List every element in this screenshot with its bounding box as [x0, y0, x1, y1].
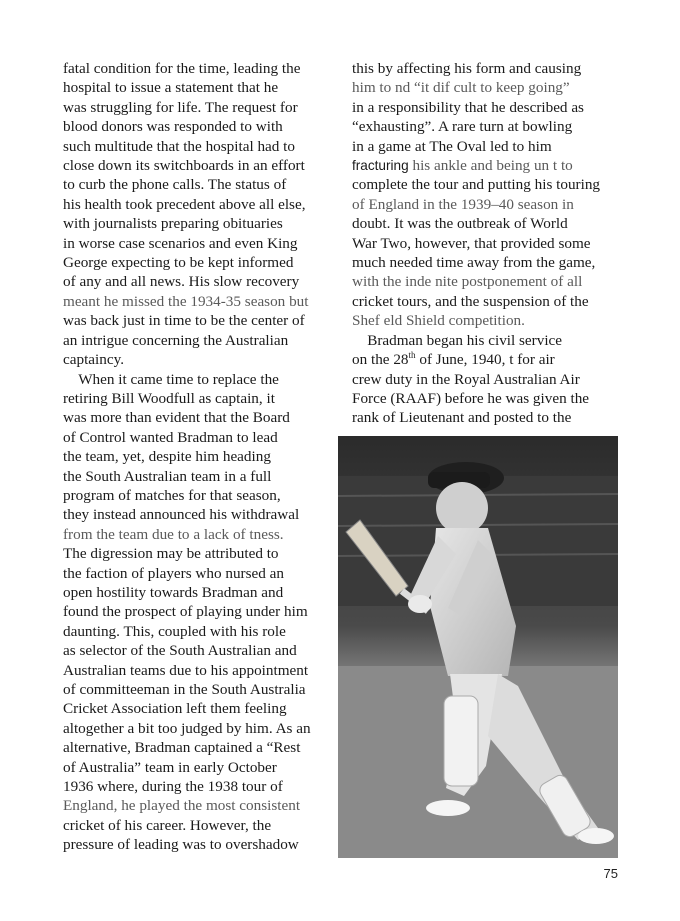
text-line: retiring Bill Woodfull as captain, it [63, 389, 275, 407]
left-text-column [63, 59, 333, 855]
text-line: hospital to issue a statement that he [63, 79, 279, 97]
text-line: of Australia” team in early October [63, 758, 277, 776]
text-line: daunting. This, coupled with his role [63, 622, 286, 640]
text-line: England, he played the most consistent [63, 797, 301, 815]
text-line: much needed time away from the game, [352, 254, 596, 272]
text-line: “exhausting”. A rare turn at bowling [352, 118, 573, 136]
text-line: in a responsibility that he described as [352, 98, 584, 116]
text-line: meant he missed the 1934-35 season but [63, 292, 309, 310]
text-line: pressure of leading was to overshadow [63, 836, 299, 854]
text-line: The digression may be attributed to [63, 545, 279, 563]
text-line: program of matches for that season, [63, 486, 281, 504]
text-line: the faction of players who nursed an [63, 564, 284, 582]
cricketer-batting-photo [338, 436, 618, 858]
date-line: on the 28th of June, 1940, t for air [352, 350, 555, 369]
text-line: was back just in time to be the center of [63, 312, 305, 330]
text-line: George expecting to be kept informed [63, 254, 294, 272]
text-line: with the inde nite postponement of all [352, 273, 583, 291]
text-line: captaincy. [63, 351, 124, 369]
text-line: Bradman began his civil service [352, 331, 563, 349]
text-line: was struggling for life. The request for [63, 98, 298, 116]
fracturing-word: fracturing [352, 158, 409, 174]
text-line: this by affecting his form and causing [352, 60, 582, 77]
right-text-column [352, 59, 622, 428]
text-line: fatal condition for the time, leading the [63, 60, 301, 77]
text-line: as selector of the South Australian and [63, 642, 297, 660]
text-line: of Control wanted Bradman to lead [63, 428, 278, 446]
text-line: blood donors was responded to with [63, 118, 283, 136]
text-line: close down its switchboards in an effort [63, 157, 305, 175]
text-line: the South Australian team in a full [63, 467, 272, 485]
text-line: was more than evident that the Board [63, 409, 290, 427]
text-line: in worse case scenarios and even King [63, 234, 298, 252]
text-line: of committeeman in the South Australia [63, 681, 306, 698]
text-line: 1936 where, during the 1938 tour of [63, 778, 283, 796]
text-line: to curb the phone calls. The status of [63, 176, 287, 194]
text-line: Australian teams due to his appointment [63, 661, 309, 679]
text-line: an intrigue concerning the Australian [63, 331, 289, 349]
text-line: cricket tours, and the suspension of the [352, 292, 589, 310]
text-line: Shef eld Shield competition. [352, 312, 525, 330]
text-line: from the team due to a lack of tness. [63, 525, 284, 543]
text-line: cricket of his career. However, the [63, 816, 272, 834]
text-line: him to nd “it dif cult to keep going” [352, 79, 570, 97]
text-line: alternative, Bradman captained a “Rest [63, 739, 301, 757]
text-line: the team, yet, despite him heading [63, 448, 271, 466]
text-line: of any and all news. His slow recovery [63, 273, 300, 291]
text-line: complete the tour and putting his touring [352, 176, 601, 194]
text-line: open hostility towards Bradman and [63, 583, 284, 601]
text-line: his health took precedent above all else, [63, 195, 306, 213]
text-line: such multitude that the hospital had to [63, 137, 295, 155]
text-line: rank of Lieutenant and posted to the [352, 409, 572, 427]
fracturing-rest: his ankle and being un t to [408, 157, 573, 175]
text-line: When it came time to replace the [63, 370, 279, 388]
text-line: found the prospect of playing under him [63, 603, 308, 621]
text-line: War Two, however, that provided some [352, 234, 591, 252]
text-line: Force (RAAF) before he was given the [352, 389, 590, 407]
page-number: 75 [603, 866, 618, 881]
text-line: with journalists preparing obituaries [63, 215, 283, 233]
text-line: doubt. It was the outbreak of World [352, 215, 568, 233]
text-line: of England in the 1939–40 season in [352, 195, 574, 213]
text-line: Cricket Association left them feeling [63, 700, 287, 718]
text-line: crew duty in the Royal Australian Air [352, 370, 580, 388]
text-line: they instead announced his withdrawal [63, 506, 300, 524]
text-line: in a game at The Oval led to him [352, 137, 552, 155]
text-line: altogether a bit too judged by him. As an [63, 719, 311, 737]
